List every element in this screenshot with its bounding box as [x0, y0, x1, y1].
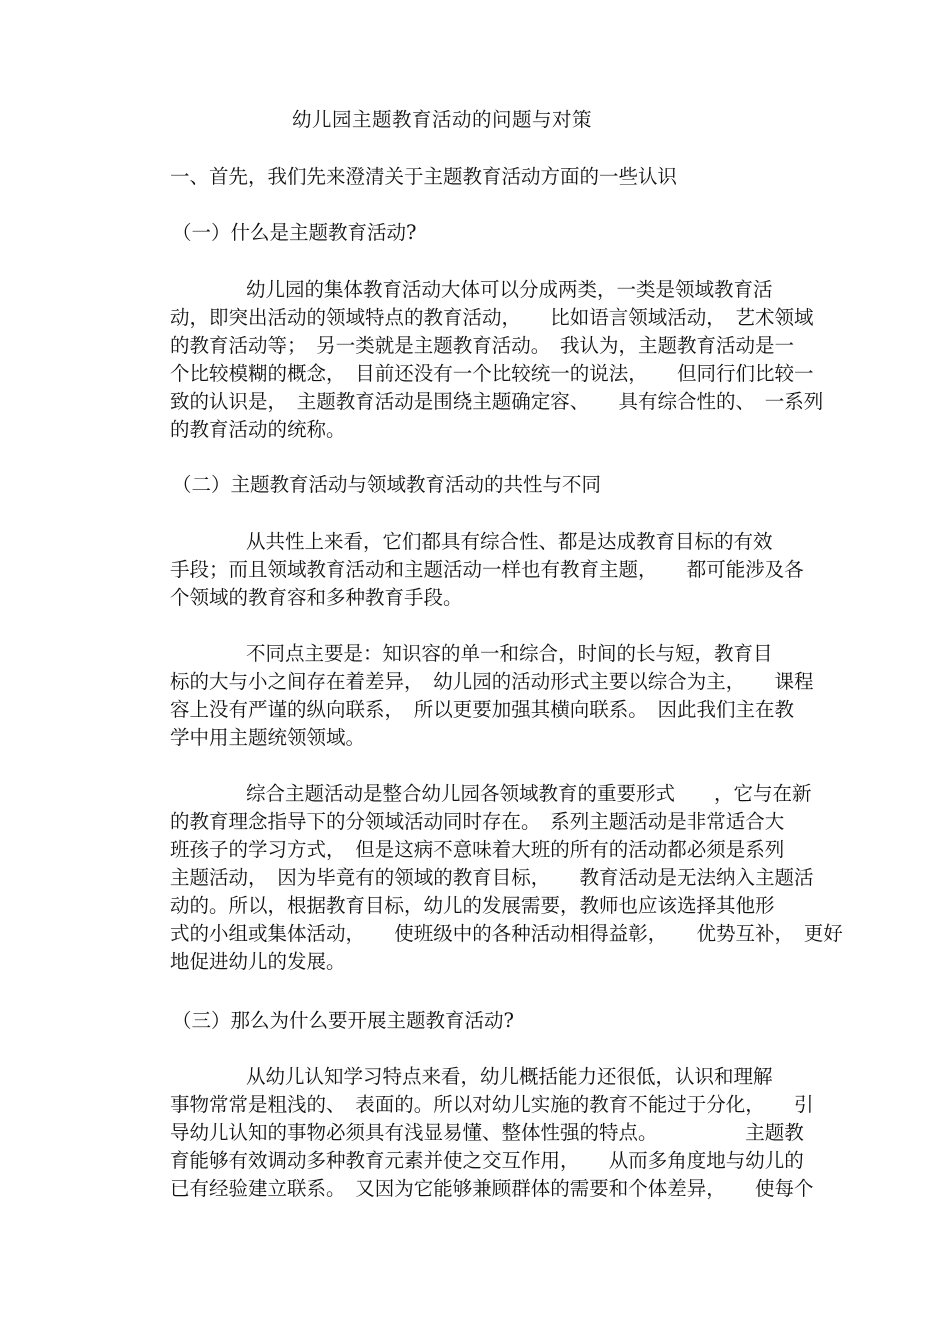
paragraph-line: 容上没有严谨的纵向联系， 所以更要加强其横向联系。 因此我们主在教 [170, 698, 795, 721]
paragraph-line: 综合主题活动是整合幼儿园各领域教育的重要形式 ，它与在新 [246, 782, 812, 805]
section-2-paragraph-3 [170, 780, 842, 976]
section-1-paragraph [170, 276, 842, 444]
paragraph-line: 育能够有效调动多种教育元素并使之交互作用， 从而多角度地与幼儿的 [170, 1149, 804, 1172]
paragraph-line: 致的认识是， 主题教育活动是围绕主题确定容、 具有综合性的、 一系列 [170, 390, 824, 413]
paragraph-line: 标的大与小之间存在着差异， 幼儿园的活动形式主要以综合为主， 课程 [170, 670, 814, 693]
paragraph-line: 已有经验建立联系。 又因为它能够兼顾群体的需要和个体差异， 使每个 [170, 1177, 814, 1200]
section-1-heading: （一）什么是主题教育活动? [172, 221, 417, 244]
paragraph-line: 从共性上来看，它们都具有综合性、都是达成教育目标的有效 [246, 530, 773, 553]
paragraph-line: 主题活动， 因为毕竟有的领域的教育目标， 教育活动是无法纳入主题活 [170, 866, 814, 889]
document-title: 幼儿园主题教育活动的问题与对策 [292, 108, 593, 131]
paragraph-line: 从幼儿认知学习特点来看，幼儿概括能力还很低，认识和理解 [246, 1065, 773, 1088]
paragraph-line: 的教育活动等； 另一类就是主题教育活动。 我认为，主题教育活动是一 [170, 334, 795, 357]
paragraph-line: 班孩子的学习方式， 但是这病不意味着大班的所有的活动都必须是系列 [170, 838, 785, 861]
section-2-paragraph-1 [170, 528, 842, 612]
paragraph-line: 动的。所以，根据教育目标，幼儿的发展需要，教师也应该选择其他形 [170, 894, 775, 917]
section-3-paragraph [170, 1063, 842, 1203]
paragraph-line: 式的小组或集体活动， 使班级中的各种活动相得益彰， 优势互补， 更好 [170, 922, 843, 945]
paragraph-line: 幼儿园的集体教育活动大体可以分成两类，一类是领域教育活 [246, 278, 773, 301]
paragraph-line: 地促进幼儿的发展。 [170, 950, 346, 973]
paragraph-line: 学中用主题统领领域。 [170, 726, 366, 749]
paragraph-line: 个比较模糊的概念， 目前还没有一个比较统一的说法， 但同行们比较一 [170, 362, 814, 385]
paragraph-line: 手段；而且领域教育活动和主题活动一样也有教育主题， 都可能涉及各 [170, 558, 804, 581]
paragraph-line: 不同点主要是：知识容的单一和综合，时间的长与短，教育目 [246, 642, 773, 665]
paragraph-line: 事物常常是粗浅的、 表面的。所以对幼儿实施的教育不能过于分化， 引 [170, 1093, 814, 1116]
paragraph-line: 的教育理念指导下的分领域活动同时存在。 系列主题活动是非常适合大 [170, 810, 785, 833]
section-2-paragraph-2 [170, 640, 842, 752]
paragraph-line: 的教育活动的统称。 [170, 418, 346, 441]
paragraph-line: 动，即突出活动的领域特点的教育活动， 比如语言领域活动， 艺术领域 [170, 306, 814, 329]
section-3-heading: （三）那么为什么要开展主题教育活动? [172, 1009, 514, 1032]
section-2-heading: （二）主题教育活动与领域教育活动的共性与不同 [172, 473, 602, 496]
heading-clarify-understanding: 一、首先，我们先来澄清关于主题教育活动方面的一些认识 [170, 165, 678, 188]
paragraph-line: 导幼儿认知的事物必须具有浅显易懂、整体性强的特点。 主题教 [170, 1121, 804, 1144]
paragraph-line: 个领域的教育容和多种教育手段。 [170, 586, 463, 609]
